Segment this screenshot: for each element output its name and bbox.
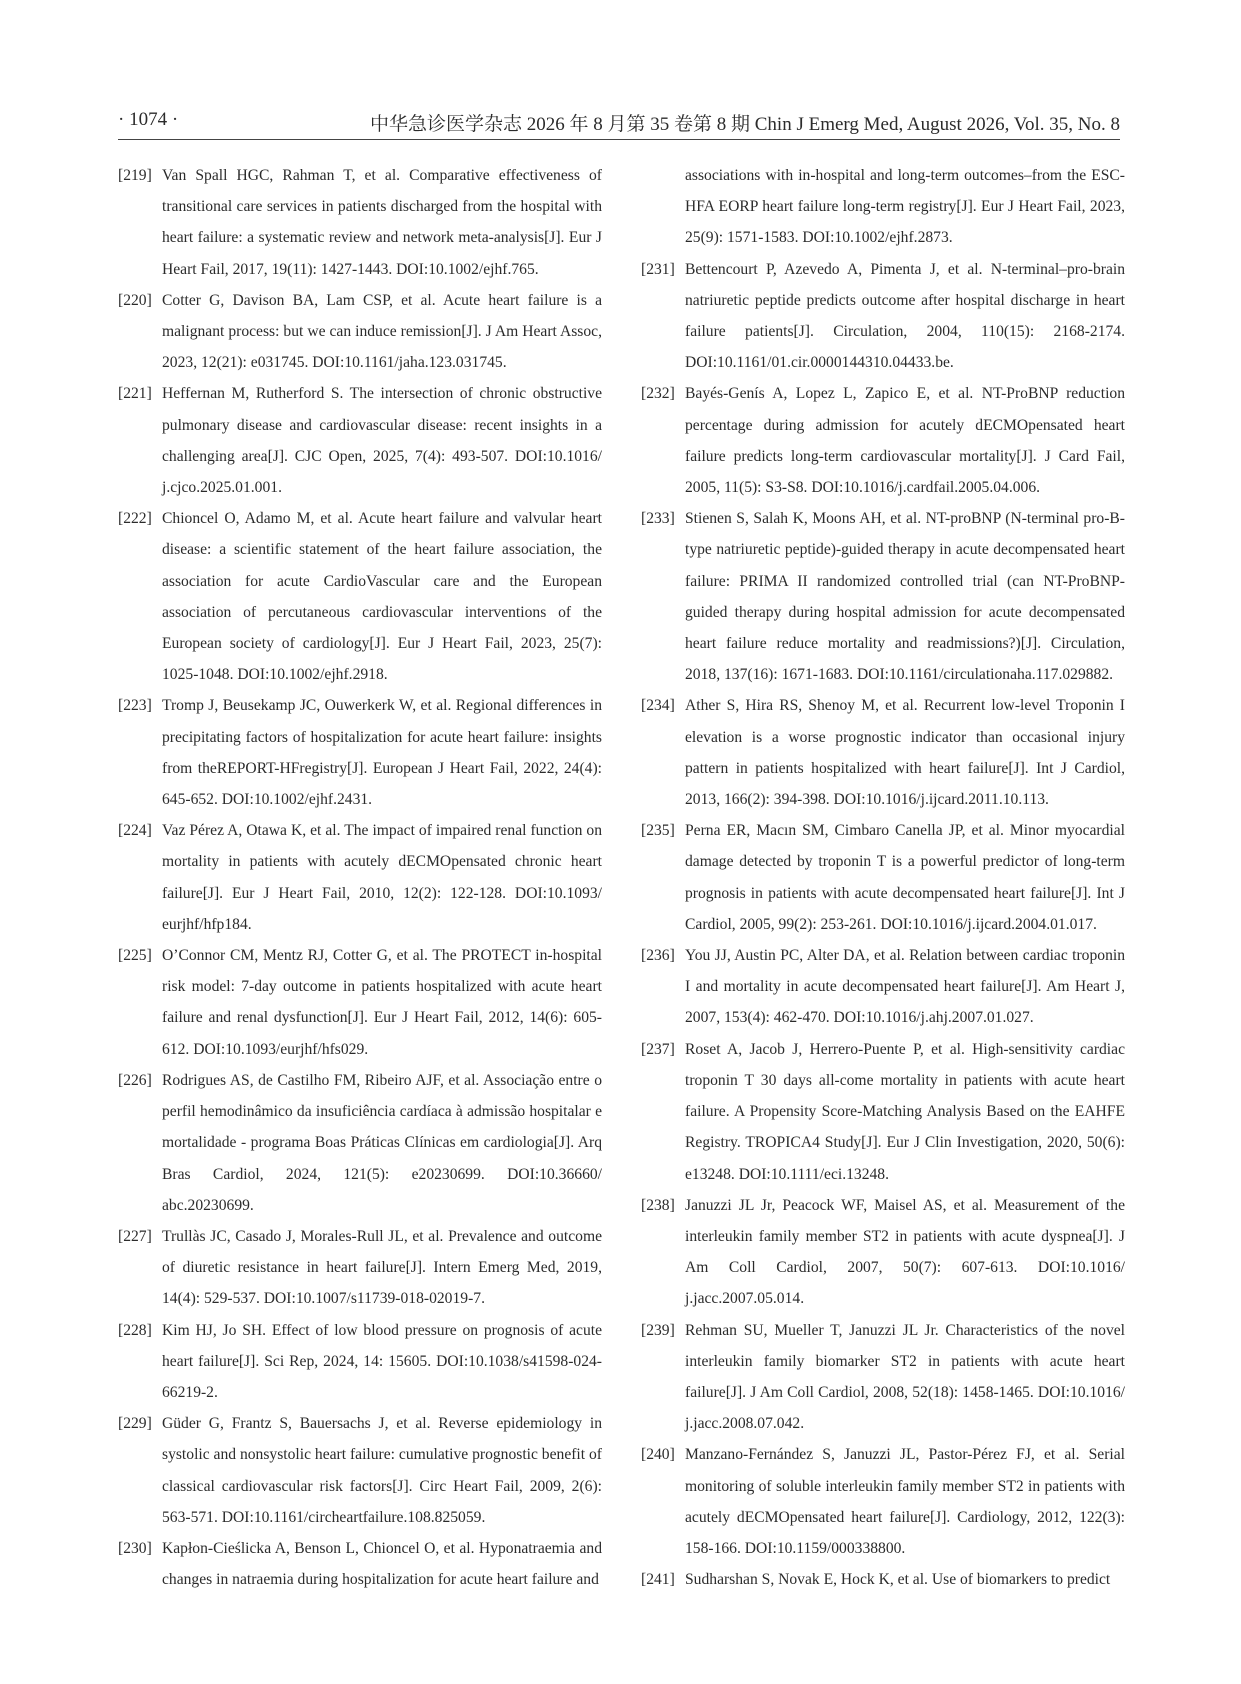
reference-entry: [118, 285, 602, 379]
reference-text: Januzzi JL Jr, Peacock WF, Maisel AS, et al. Measurement of the interleukin family member ST2 in patients with acute dyspnea[J]. J Am Coll Cardiol, 2007, 50(7): 607-613. DOI:10.1016/ j.jacc.2007.05.014.: [685, 1196, 1125, 1308]
reference-number: [227]: [118, 1227, 152, 1245]
reference-number: [234]: [641, 697, 675, 715]
reference-number: [222]: [118, 510, 152, 528]
reference-number: [223]: [118, 697, 152, 715]
reference-number: [230]: [118, 1539, 152, 1557]
reference-text: Vaz Pérez A, Otawa K, et al. The impact of impaired renal function on mortality in patients with acutely dECMOpensated chronic heart failure[J]. Eur J Heart Fail, 2010, 12(2): 122-128. DOI:10.1093/ eurjhf/hfp184.: [162, 822, 602, 933]
reference-text: Güder G, Frantz S, Bauersachs J, et al. Reverse epidemiology in systolic and nonsystolic heart failure: cumulative prognostic benefit of classical cardiovascular risk factors[J]. Circ Heart Fail, 2009, 2(6): 563-571. DOI:10.1161/circheartfailure.108.825059.: [162, 1415, 602, 1526]
reference-entry: [641, 690, 1125, 815]
reference-number: [221]: [118, 385, 152, 403]
reference-number: [225]: [118, 947, 152, 965]
reference-number: [237]: [641, 1040, 675, 1058]
reference-text: Rodrigues AS, de Castilho FM, Ribeiro AJF, et al. Associação entre o perfil hemodinâmico da insuficiência cardíaca à admissão hospitalar e mortalidade - programa Boas Práticas Clínicas em cardiologia[J]. Arq Bras Cardiol, 2024, 121(5): e20230699. DOI:10.36660/ abc.20230699.: [162, 1071, 602, 1214]
reference-number: [240]: [641, 1446, 675, 1464]
reference-entry: [641, 1564, 1125, 1595]
reference-entry: [641, 815, 1125, 940]
reference-text: Roset A, Jacob J, Herrero-Puente P, et al. High-sensitivity cardiac troponin T 30 days all-come mortality in patients with acute heart failure. A Propensity Score-Matching Analysis Based on the EAHFE Registry. TROPICA4 Study[J]. Eur J Clin Investigation, 2020, 50(6): e13248. DOI:10.1111/eci.13248.: [685, 1040, 1125, 1183]
reference-entry: [118, 940, 602, 1065]
journal-citation-line: 中华急诊医学杂志 2026 年 8 月第 35 卷第 8 期 Chin J Emerg Med, August 2026, Vol. 35, No. 8: [370, 114, 1120, 135]
reference-text: You JJ, Austin PC, Alter DA, et al. Relation between cardiac troponin I and mortality in acute decompensated heart failure[J]. Am Heart J, 2007, 153(4): 462-470. DOI:10.1016/j.ahj.2007.01.027.: [685, 947, 1125, 1027]
reference-column-right: [641, 160, 1125, 1595]
reference-text: Rehman SU, Mueller T, Januzzi JL Jr. Characteristics of the novel interleukin family biomarker ST2 in patients with acute heart failure[J]. J Am Coll Cardiol, 2008, 52(18): 1458-1465. DOI:10.1016/ j.jacc.2008.07.042.: [685, 1321, 1125, 1433]
reference-entry: [641, 254, 1125, 379]
reference-text: Bettencourt P, Azevedo A, Pimenta J, et al. N-terminal–pro-brain natriuretic peptide predicts outcome after hospital discharge in heart failure patients[J]. Circulation, 2004, 110(15): 2168-2174. DOI:10.1161/01.cir.0000144310.04433.be.: [685, 260, 1125, 372]
reference-number: [229]: [118, 1415, 152, 1433]
reference-continuation: associations with in-hospital and long-term outcomes–from the ESC-HFA EORP heart failure long-term registry[J]. Eur J Heart Fail, 2023, 25(9): 1571-1583. DOI:10.1002/ejhf.2873.: [685, 167, 1125, 247]
reference-entry: [641, 1034, 1125, 1190]
reference-text: Trullàs JC, Casado J, Morales-Rull JL, et al. Prevalence and outcome of diuretic resistance in heart failure[J]. Intern Emerg Med, 2019, 14(4): 529-537. DOI:10.1007/s11739-018-02019-7.: [162, 1227, 602, 1308]
reference-entry: [641, 1190, 1125, 1315]
reference-text: Perna ER, Macın SM, Cimbaro Canella JP, et al. Minor myocardial damage detected by troponin T is a powerful predictor of long-term prognosis in patients with acute decompensated heart failure[J]. Int J Cardiol, 2005, 99(2): 253-261. DOI:10.1016/j.ijcard.2004.01.017.: [685, 822, 1125, 933]
reference-text: Cotter G, Davison BA, Lam CSP, et al. Acute heart failure is a malignant process: but we can induce remission[J]. J Am Heart Assoc, 2023, 12(21): e031745. DOI:10.1161/jaha.123.031745.: [162, 291, 602, 372]
reference-number: [232]: [641, 385, 675, 403]
reference-text: Tromp J, Beusekamp JC, Ouwerkerk W, et al. Regional differences in precipitating factors of hospitalization for acute heart failure: insights from theREPORT-HFregistry[J]. European J Heart Fail, 2022, 24(4): 645-652. DOI:10.1002/ejhf.2431.: [162, 697, 602, 809]
reference-entry: [641, 378, 1125, 503]
reference-entry: [118, 1408, 602, 1533]
reference-text: Sudharshan S, Novak E, Hock K, et al. Use of biomarkers to predict: [685, 1571, 1111, 1589]
reference-text: Kim HJ, Jo SH. Effect of low blood pressure on prognosis of acute heart failure[J]. Sci Rep, 2024, 14: 15605. DOI:10.1038/s41598-024-66219-2.: [162, 1321, 602, 1401]
reference-text: Bayés-Genís A, Lopez L, Zapico E, et al. NT-ProBNP reduction percentage during admission for acutely dECMOpensated heart failure predicts long-term cardiovascular mortality[J]. J Card Fail, 2005, 11(5): S3-S8. DOI:10.1016/j.cardfail.2005.04.006.: [685, 385, 1125, 497]
reference-text: Manzano-Fernández S, Januzzi JL, Pastor-Pérez FJ, et al. Serial monitoring of soluble interleukin family member ST2 in patients with acutely dECMOpensated heart failure[J]. Cardiology, 2012, 122(3): 158-166. DOI:10.1159/000338800.: [685, 1446, 1125, 1557]
reference-number: [238]: [641, 1196, 675, 1214]
reference-number: [224]: [118, 822, 152, 840]
reference-entry: [118, 160, 602, 285]
reference-number: [235]: [641, 822, 675, 840]
reference-number: [239]: [641, 1321, 675, 1339]
reference-number: [241]: [641, 1571, 675, 1589]
reference-number: [226]: [118, 1071, 152, 1089]
reference-number: [220]: [118, 291, 152, 309]
reference-entry: [641, 1439, 1125, 1564]
reference-entry: [118, 378, 602, 503]
reference-entry: [641, 503, 1125, 690]
page-number: · 1074 ·: [118, 109, 179, 130]
reference-entry: [118, 815, 602, 940]
reference-text: Kapłon-Cieślicka A, Benson L, Chioncel O, et al. Hyponatraemia and changes in natraemia during hospitalization for acute heart failure and: [162, 1539, 602, 1589]
reference-entry: [641, 940, 1125, 1034]
reference-text: Chioncel O, Adamo M, et al. Acute heart failure and valvular heart disease: a scientific statement of the heart failure association, the association for acute CardioVascular care and the European association of percutaneous cardiovascular interventions of the European society of cardiology[J]. Eur J Heart Fail, 2023, 25(7): 1025-1048. DOI:10.1002/ejhf.2918.: [162, 510, 602, 684]
reference-entry: [118, 1315, 602, 1409]
reference-entry: [118, 1221, 602, 1315]
reference-column-left: [118, 160, 602, 1595]
reference-entry: [641, 1315, 1125, 1440]
reference-number: [231]: [641, 260, 675, 278]
reference-text: Ather S, Hira RS, Shenoy M, et al. Recurrent low-level Troponin I elevation is a worse prognostic indicator than occasional injury pattern in patients hospitalized with heart failure[J]. Int J Cardiol, 2013, 166(2): 394-398. DOI:10.1016/j.ijcard.2011.10.113.: [685, 697, 1125, 809]
reference-entry: [118, 1065, 602, 1221]
reference-entry: [118, 503, 602, 690]
reference-text: Stienen S, Salah K, Moons AH, et al. NT-proBNP (N-terminal pro-B-type natriuretic peptide)-guided therapy in acute decompensated heart failure: PRIMA II randomized controlled trial (can NT-ProBNP-guided therapy during hospital admission for acute decompensated heart failure reduce mortality and readmissions?)[J]. Circulation, 2018, 137(16): 1671-1683. DOI:10.1161/circulationaha.117.029882.: [685, 510, 1125, 684]
reference-text: Van Spall HGC, Rahman T, et al. Comparative effectiveness of transitional care services in patients discharged from the hospital with heart failure: a systematic review and network meta-analysis[J]. Eur J Heart Fail, 2017, 19(11): 1427-1443. DOI:10.1002/ejhf.765.: [162, 167, 602, 278]
running-header: [118, 107, 1120, 140]
reference-number: [236]: [641, 947, 675, 965]
reference-entry: [118, 1533, 602, 1595]
reference-number: [219]: [118, 167, 152, 184]
reference-number: [228]: [118, 1321, 152, 1339]
reference-entry: [118, 690, 602, 815]
reference-text: O’Connor CM, Mentz RJ, Cotter G, et al. The PROTECT in-hospital risk model: 7-day outcome in patients hospitalized with acute heart failure and renal dysfunction[J]. Eur J Heart Fail, 2012, 14(6): 605-612. DOI:10.1093/eurjhf/hfs029.: [162, 947, 602, 1058]
reference-number: [233]: [641, 510, 675, 528]
reference-text: Heffernan M, Rutherford S. The intersection of chronic obstructive pulmonary disease and cardiovascular disease: recent insights in a challenging area[J]. CJC Open, 2025, 7(4): 493-507. DOI:10.1016/ j.cjco.2025.01.001.: [162, 385, 602, 497]
